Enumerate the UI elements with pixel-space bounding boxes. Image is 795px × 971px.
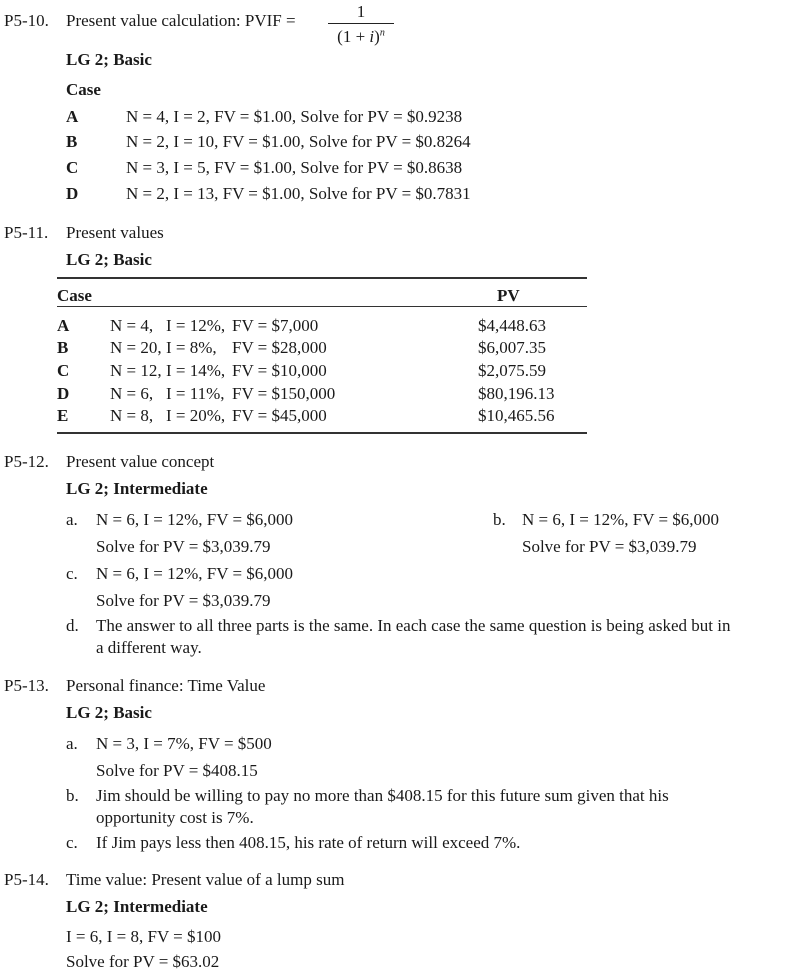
case-label: A	[66, 107, 79, 126]
part-label: c.	[66, 833, 78, 852]
part-c-line2: Solve for PV = $3,039.79	[96, 591, 271, 610]
pv-header: PV	[497, 286, 520, 305]
level-label: LG 2; Intermediate	[66, 479, 208, 498]
part-b-line2: opportunity cost is 7%.	[96, 808, 254, 827]
table-header-rule	[57, 306, 587, 307]
case-label: D	[57, 384, 70, 403]
part-label: d.	[66, 616, 79, 635]
level-label: LG 2; Basic	[66, 50, 152, 69]
case-label: B	[66, 132, 78, 151]
fv-value: FV = $10,000	[232, 361, 327, 380]
part-b-line1: N = 6, I = 12%, FV = $6,000	[522, 510, 720, 529]
part-b-line2: Solve for PV = $3,039.79	[522, 537, 697, 556]
part-label: b.	[66, 786, 79, 805]
n-value: N = 20,	[110, 338, 162, 357]
pv-value: $4,448.63	[478, 316, 546, 335]
part-label: b.	[493, 510, 506, 529]
case-label: A	[57, 316, 70, 335]
pv-value: $80,196.13	[478, 384, 555, 403]
problem-number: P5-14.	[4, 870, 49, 889]
i-value: I = 20%,	[166, 406, 226, 425]
pvif-formula	[328, 3, 394, 45]
solution: Solve for PV = $63.02	[66, 952, 220, 971]
problem-number: P5-13.	[4, 676, 49, 695]
pv-value: $6,007.35	[478, 338, 546, 357]
problem-number: P5-12.	[4, 452, 49, 471]
n-value: N = 12,	[110, 361, 162, 380]
fraction-bar	[328, 23, 394, 24]
part-a-line1: N = 3, I = 7%, FV = $500	[96, 734, 272, 753]
problem-title: Present values	[66, 223, 164, 242]
case-label: B	[57, 338, 69, 357]
pv-value: $2,075.59	[478, 361, 546, 380]
part-label: a.	[66, 734, 78, 753]
i-value: I = 14%,	[166, 361, 226, 380]
case-label: E	[57, 406, 69, 425]
fv-value: FV = $150,000	[232, 384, 336, 403]
part-d-line2: a different way.	[96, 638, 202, 657]
n-value: N = 8,	[110, 406, 154, 425]
part-d-line1: The answer to all three parts is the same. In each case the same question is being asked but in	[96, 616, 731, 635]
pv-value: $10,465.56	[478, 406, 555, 425]
formula-numerator: 1	[356, 2, 366, 21]
case-header: Case	[57, 286, 92, 305]
level-label: LG 2; Basic	[66, 703, 152, 722]
problem-title: Present value calculation: PVIF =	[66, 11, 296, 30]
case-label: C	[57, 361, 70, 380]
case-row: N = 3, I = 5, FV = $1.00, Solve for PV = $0.8638	[126, 158, 463, 177]
case-row: N = 2, I = 10, FV = $1.00, Solve for PV = $0.8264	[126, 132, 471, 151]
level-label: LG 2; Intermediate	[66, 897, 208, 916]
table-bottom-rule	[57, 432, 587, 434]
part-a-line2: Solve for PV = $408.15	[96, 761, 258, 780]
table-top-rule	[57, 277, 587, 279]
case-label: C	[66, 158, 79, 177]
part-a-line1: N = 6, I = 12%, FV = $6,000	[96, 510, 294, 529]
problem-title: Present value concept	[66, 452, 215, 471]
part-label: a.	[66, 510, 78, 529]
part-b-line1: Jim should be willing to pay no more than $408.15 for this future sum given that his	[96, 786, 669, 805]
i-value: I = 11%,	[166, 384, 225, 403]
problem-number: P5-11.	[4, 223, 49, 242]
formula-denominator: $(1 + i)^n$	[337, 27, 385, 46]
i-value: I = 12%,	[166, 316, 226, 335]
n-value: N = 6,	[110, 384, 154, 403]
problem-title: Personal finance: Time Value	[66, 676, 266, 695]
fv-value: FV = $28,000	[232, 338, 327, 357]
i-value: I = 8%,	[166, 338, 217, 357]
case-row: N = 2, I = 13, FV = $1.00, Solve for PV = $0.7831	[126, 184, 471, 203]
part-a-line2: Solve for PV = $3,039.79	[96, 537, 271, 556]
part-c-line1: N = 6, I = 12%, FV = $6,000	[96, 564, 294, 583]
n-value: N = 4,	[110, 316, 154, 335]
fv-value: FV = $45,000	[232, 406, 327, 425]
given-values: I = 6, I = 8, FV = $100	[66, 927, 222, 946]
case-row: N = 4, I = 2, FV = $1.00, Solve for PV = $0.9238	[126, 107, 463, 126]
level-label: LG 2; Basic	[66, 250, 152, 269]
case-label: D	[66, 184, 79, 203]
problem-title: Time value: Present value of a lump sum	[66, 870, 345, 889]
problem-number: P5-10.	[4, 11, 49, 30]
case-header: Case	[66, 80, 101, 99]
part-c-line1: If Jim pays less then 408.15, his rate of return will exceed 7%.	[96, 833, 521, 852]
fv-value: FV = $7,000	[232, 316, 319, 335]
part-label: c.	[66, 564, 78, 583]
